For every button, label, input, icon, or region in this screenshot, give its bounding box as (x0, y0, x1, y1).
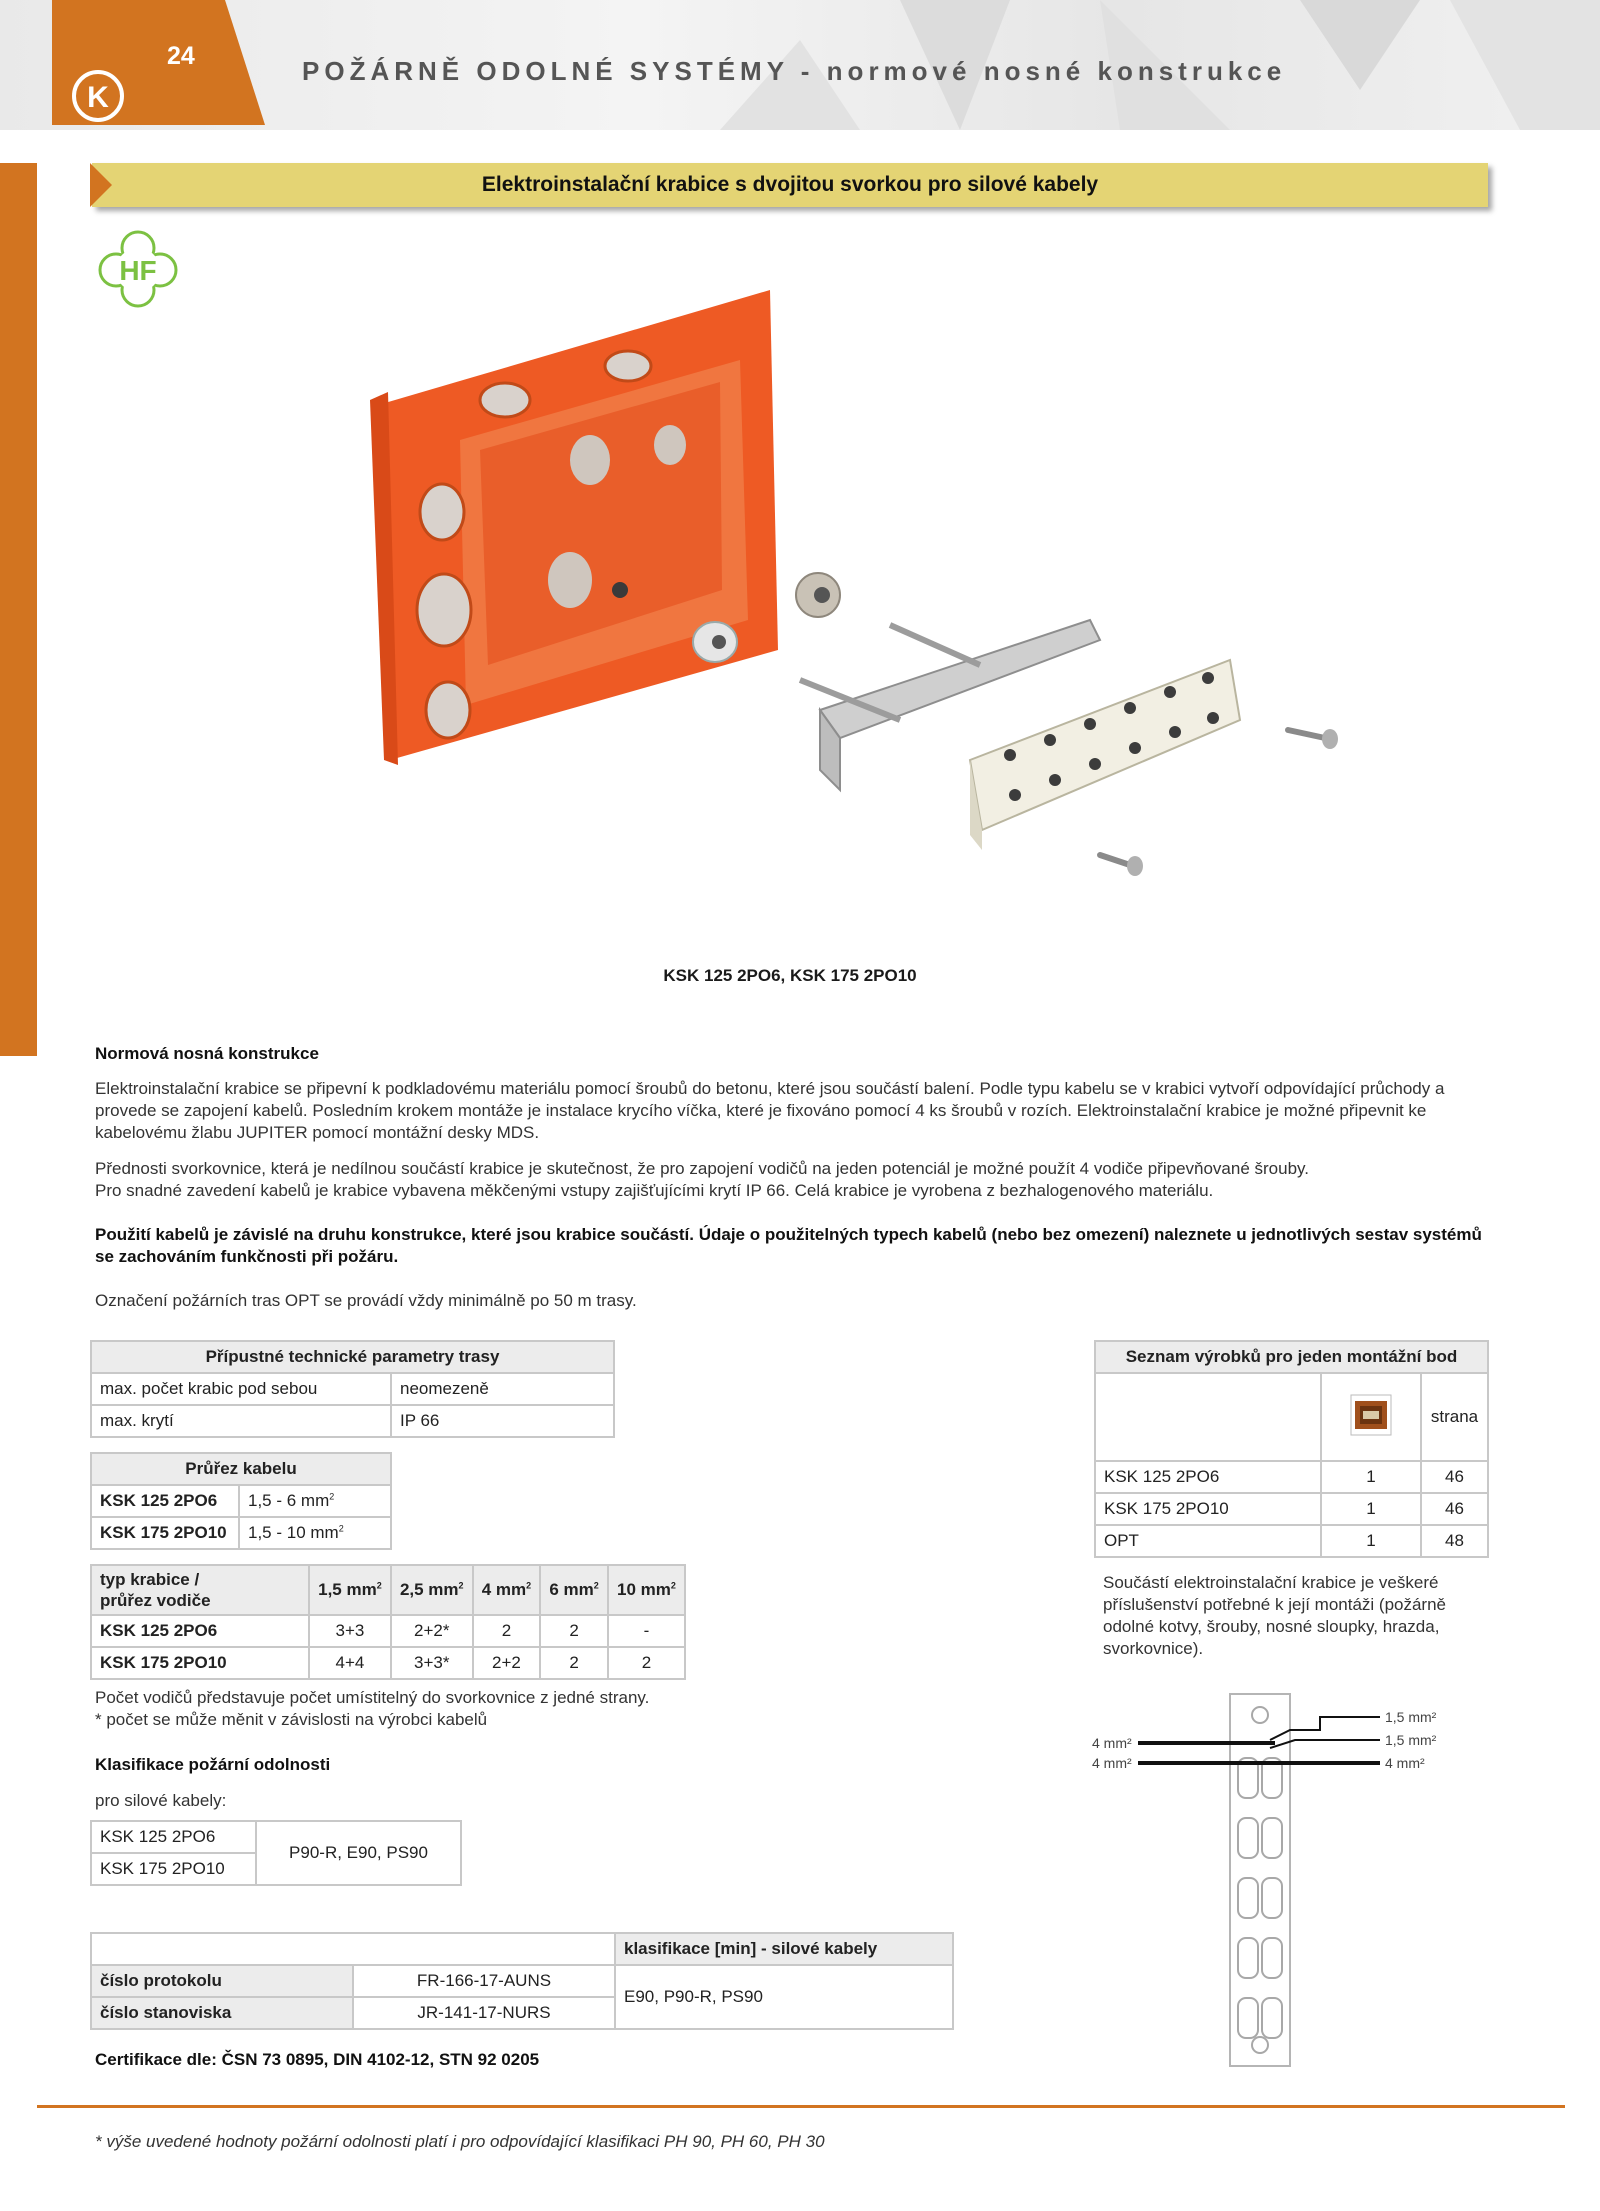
product-name: OPT (1095, 1525, 1321, 1557)
diagram-label: 4 mm² (1092, 1735, 1132, 1751)
conductor-col: 10 $mm^2$ (608, 1565, 685, 1615)
section-banner (92, 163, 1488, 207)
protocol-header: klasifikace [min] - silové kabely (615, 1933, 953, 1965)
protocol-classification: E90, P90-R, PS90 (615, 1965, 953, 2029)
description-paragraph-3: Použití kabelů je závislé na druhu konstrukce, které jsou krabice součástí. Údaje o použitelných typech kabelů (nebo bez omezení) naleznete u jednotlivých sestav systémů se zachováním funkčnosti při požáru. (95, 1225, 1482, 1266)
product-caption: KSK 125 2PO6, KSK 175 2PO10 (663, 966, 917, 985)
conductor-cell: 2 (540, 1615, 608, 1647)
description-heading: Normová nosná konstrukce (95, 1044, 319, 1063)
footnote: * výše uvedené hodnoty požární odolnosti platí i pro odpovídající klasifikaci PH 90, PH 60, PH 30 (95, 2132, 825, 2151)
conductor-col: 4 $mm^2$ (473, 1565, 541, 1615)
certification: Certifikace dle: ČSN 73 0895, DIN 4102-12, STN 92 0205 (95, 2050, 540, 2069)
conductor-cell: 3+3* (391, 1647, 473, 1679)
params-label: max. krytí (91, 1405, 391, 1437)
table-row (91, 1405, 614, 1437)
company-logo-icon (68, 66, 128, 126)
protocol-value: JR-141-17-NURS (353, 1997, 615, 2029)
conductor-cell: 2 (608, 1647, 685, 1679)
params-table (90, 1340, 615, 1438)
conductor-cell: 2 (473, 1615, 541, 1647)
params-value: neomezeně (391, 1373, 614, 1405)
conductor-cell: 2+2* (391, 1615, 473, 1647)
conductor-table (90, 1564, 686, 1680)
page-header (0, 0, 1600, 130)
halogen-free-badge (96, 228, 180, 312)
table-row (1095, 1493, 1488, 1525)
products-list-note: Součástí elektroinstalační krabice je veškeré příslušenství potřebné k její montáži (požárně odolné kotvy, šrouby, nosné sloupky, hrazda, svorkovnice). (1103, 1573, 1447, 1658)
conductor-cell: 2 (540, 1647, 608, 1679)
logo-letter: K (87, 81, 109, 114)
badge-text: HF (119, 255, 157, 286)
cross-section-table (90, 1452, 392, 1550)
cross-section-value: 1,5 - 6 $mm^2$ (239, 1485, 391, 1517)
cross-section-value: 1,5 - 10 $mm^2$ (239, 1517, 391, 1549)
product-qty: 1 (1321, 1461, 1421, 1493)
params-table-header: Přípustné technické parametry trasy (91, 1341, 614, 1373)
conductor-note-1: Počet vodičů představuje počet umístitelný do svorkovnice z jedné strany. (95, 1688, 650, 1707)
products-list-header: Seznam výrobků pro jeden montážní bod (1095, 1341, 1488, 1373)
conductor-col: 1,5 $mm^2$ (309, 1565, 391, 1615)
diagram-label: 4 mm² (1385, 1755, 1425, 1771)
left-accent-bar (0, 163, 37, 1056)
conductor-note-2: * počet se může měnit v závislosti na výrobci kabelů (95, 1710, 488, 1729)
protocol-table (90, 1932, 954, 2030)
table-row (1095, 1461, 1488, 1493)
product-qty: 1 (1321, 1493, 1421, 1525)
table-row (1095, 1525, 1488, 1557)
conductor-cell: 3+3 (309, 1615, 391, 1647)
product-page: 46 (1421, 1461, 1488, 1493)
diagram-label: 1,5 mm² (1385, 1732, 1437, 1748)
conductor-header-label: typ krabice / průřez vodiče (91, 1565, 309, 1615)
diagram-label: 1,5 mm² (1385, 1709, 1437, 1725)
protocol-value: FR-166-17-AUNS (353, 1965, 615, 1997)
conductor-col: 6 $mm^2$ (540, 1565, 608, 1615)
terminal-wiring-diagram (1090, 1690, 1470, 2070)
description-paragraph-4: Označení požárních tras OPT se provádí vždy minimálně po 50 m trasy. (95, 1291, 637, 1310)
page-title: POŽÁRNĚ ODOLNÉ SYSTÉMY - normové nosné konstrukce (302, 56, 1287, 86)
fire-class-product: KSK 175 2PO10 (91, 1853, 256, 1885)
product-name: KSK 125 2PO6 (1095, 1461, 1321, 1493)
products-list-page-col: strana (1421, 1373, 1488, 1461)
description-paragraph-2a: Přednosti svorkovnice, která je nedílnou součástí krabice je skutečnost, že pro zapojení vodičů na jeden potenciál je možné použít 4 vodiče připevňované šrouby. (95, 1159, 1310, 1178)
diagram-label: 4 mm² (1092, 1755, 1132, 1771)
conductor-row-label: KSK 175 2PO10 (91, 1647, 309, 1679)
products-list-table (1094, 1340, 1489, 1558)
params-value: IP 66 (391, 1405, 614, 1437)
conductor-col: 2,5 $mm^2$ (391, 1565, 473, 1615)
cross-section-label: KSK 125 2PO6 (91, 1485, 239, 1517)
fire-class-table (90, 1820, 462, 1886)
table-row (91, 1517, 391, 1549)
table-row (91, 1965, 953, 1997)
product-page: 46 (1421, 1493, 1488, 1525)
product-thumbnail (1321, 1373, 1421, 1461)
cross-section-label: KSK 175 2PO10 (91, 1517, 239, 1549)
cross-section-header: Průřez kabelu (91, 1453, 391, 1485)
conductor-cell: 2+2 (473, 1647, 541, 1679)
table-row (91, 1373, 614, 1405)
fire-class-subheading: pro silové kabely: (95, 1791, 227, 1810)
conductor-cell: - (608, 1615, 685, 1647)
section-title: Elektroinstalační krabice s dvojitou svorkou pro silové kabely (481, 173, 1099, 196)
table-row (91, 1485, 391, 1517)
products-list-empty (1095, 1373, 1321, 1461)
fire-class-value: P90-R, E90, PS90 (256, 1821, 461, 1885)
footer-divider (37, 2105, 1565, 2108)
product-image (370, 290, 1360, 930)
table-row (91, 1615, 685, 1647)
description-paragraph-1: Elektroinstalační krabice se připevní k podkladovému materiálu pomocí šroubů do betonu, které jsou součástí balení. Podle typu kabelu se v krabici vytvoří odpovídající průchody a provede se zapojení kabelů. Posledním krokem montáže je instalace krycího víčka, které je fixováno pomocí 4 ks šroubů v rozích. Elektroinstalační krabice je možné připevnit ke kabelovému žlabu JUPITER pomocí montážní desky MDS. (95, 1079, 1445, 1142)
product-page: 48 (1421, 1525, 1488, 1557)
junction-box-icon (1348, 1392, 1394, 1438)
table-row (91, 1821, 461, 1853)
protocol-label: číslo protokolu (91, 1965, 353, 1997)
conductor-row-label: KSK 125 2PO6 (91, 1615, 309, 1647)
protocol-empty-header (91, 1933, 615, 1965)
fire-class-product: KSK 125 2PO6 (91, 1821, 256, 1853)
product-qty: 1 (1321, 1525, 1421, 1557)
product-name: KSK 175 2PO10 (1095, 1493, 1321, 1525)
conductor-cell: 4+4 (309, 1647, 391, 1679)
page-number: 24 (167, 42, 195, 70)
protocol-label: číslo stanoviska (91, 1997, 353, 2029)
description-paragraph-2b: Pro snadné zavedení kabelů je krabice vybavena měkčenými vstupy zajišťujícími krytí IP 66. Celá krabice je vyrobena z bezhalogenového materiálu. (95, 1181, 1214, 1200)
table-row (91, 1647, 685, 1679)
fire-class-heading: Klasifikace požární odolnosti (95, 1755, 331, 1774)
params-label: max. počet krabic pod sebou (91, 1373, 391, 1405)
